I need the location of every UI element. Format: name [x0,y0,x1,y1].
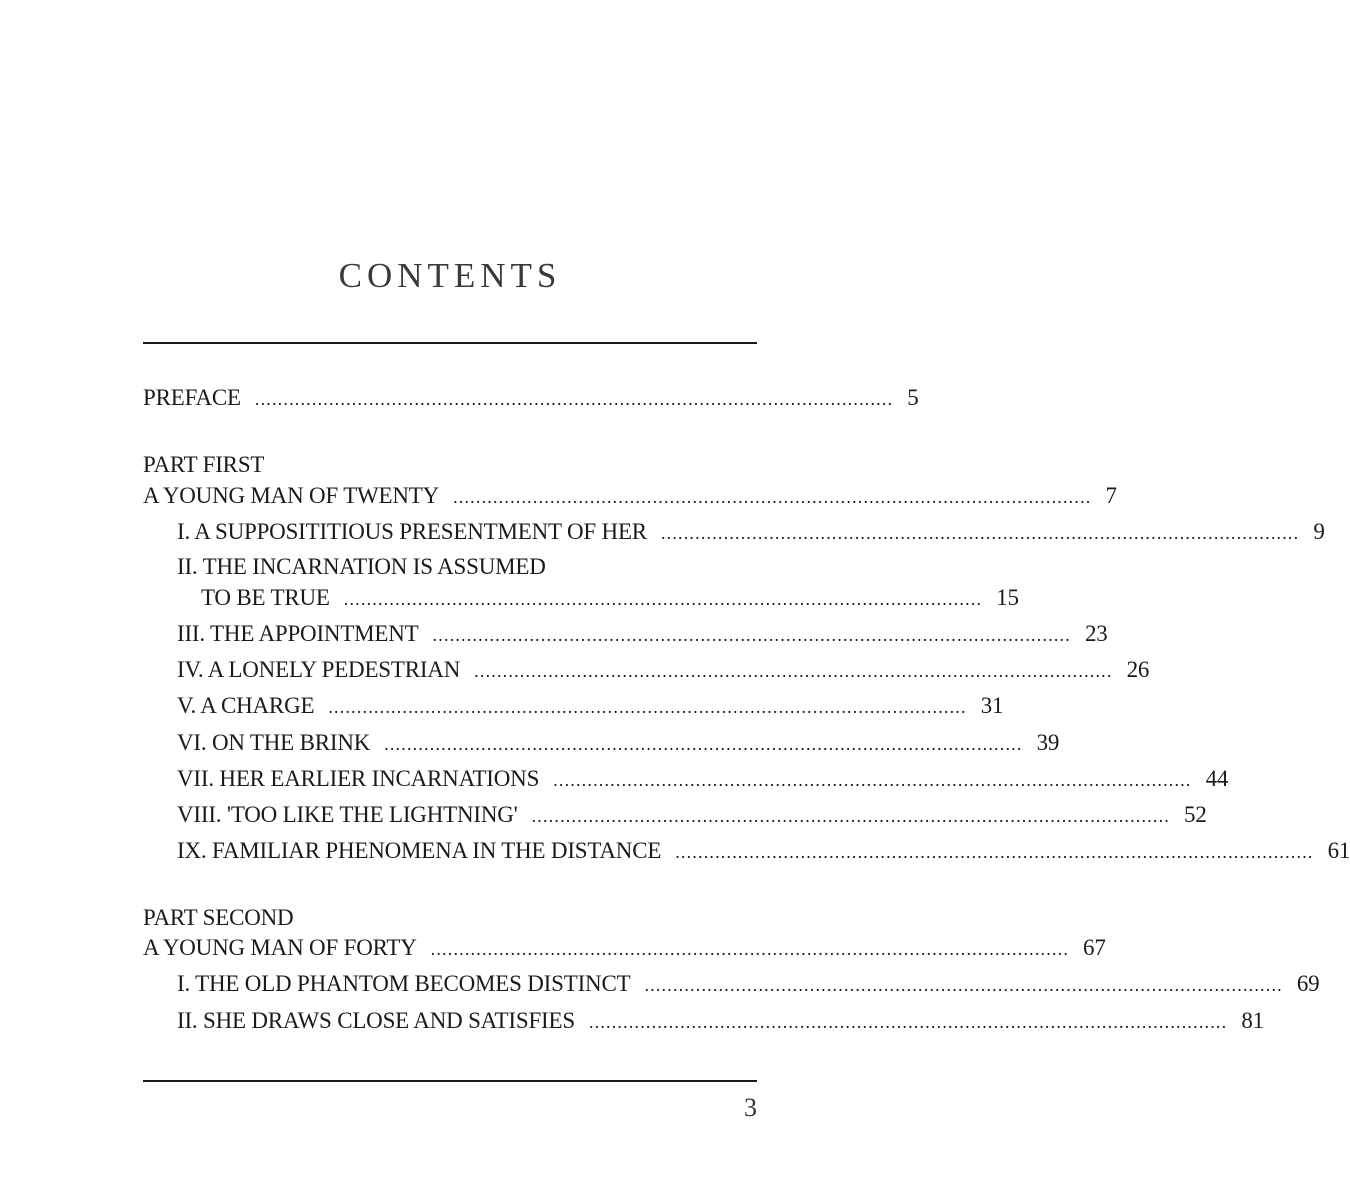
entry-page: 5 [907,385,919,410]
dot-leader: ................................................................................................................ [531,806,1171,826]
entry-label: I. THE OLD PHANTOM BECOMES DISTINCT [177,971,631,996]
dot-leader: ................................................................................................................ [675,842,1314,862]
toc-entry-chapter [143,582,1019,614]
part-heading: PART SECOND [143,905,294,930]
entry-label: IX. FAMILIAR PHENOMENA IN THE DISTANCE [177,838,662,863]
entry-page: 15 [996,585,1019,610]
entry-label: TO BE TRUE [201,585,330,610]
dot-leader: ................................................................................................................ [474,661,1113,681]
toc-entry-preface [143,382,919,414]
page-title: CONTENTS [338,256,562,295]
toc-entry-chapter [143,654,1150,686]
entry-label: PREFACE [143,385,241,410]
dot-leader: ................................................................................................................ [328,697,967,717]
dot-leader: ................................................................................................................ [384,734,1023,754]
toc-entry-chapter [143,763,1229,795]
dot-leader: ................................................................................................................ [553,770,1192,790]
entry-page: 9 [1313,519,1325,544]
entry-label: IV. A LONELY PEDESTRIAN [177,657,461,682]
toc-entry-part-title [143,932,1106,964]
entry-label: VIII. 'TOO LIKE THE LIGHTNING' [177,802,518,827]
entry-label: VII. HER EARLIER INCARNATIONS [177,766,540,791]
dot-leader: ................................................................................................................ [432,625,1071,645]
entry-page: 52 [1184,802,1207,827]
entry-page: 7 [1105,483,1117,508]
entry-label: VI. ON THE BRINK [177,730,371,755]
entry-page: 44 [1205,766,1229,791]
toc-entry-chapter [143,727,1060,759]
entry-page: 81 [1241,1008,1264,1033]
page-number: 3 [744,1093,757,1122]
toc-entry-chapter [143,799,1207,831]
entry-label: V. A CHARGE [177,693,315,718]
entry-label-line1: II. THE INCARNATION IS ASSUMED [177,554,546,579]
entry-label: II. SHE DRAWS CLOSE AND SATISFIES [177,1008,575,1033]
dot-leader: ................................................................................................................ [660,523,1300,543]
entry-page: 67 [1083,935,1106,960]
entry-label: A YOUNG MAN OF TWENTY [143,483,440,508]
dot-leader: ................................................................................................................ [430,939,1070,959]
entry-label: A YOUNG MAN OF FORTY [143,935,417,960]
toc-entry-chapter [143,690,1004,722]
entry-page: 23 [1084,621,1108,646]
dot-leader: ................................................................................................................ [644,975,1283,995]
dot-leader: ................................................................................................................ [343,589,983,609]
entry-page: 69 [1296,971,1320,996]
entry-page: 61 [1327,838,1350,863]
toc-entry-chapter [143,835,1350,867]
part-heading: PART FIRST [143,452,265,477]
bottom-rule [143,1080,757,1082]
toc-entry-chapter [143,618,1108,650]
toc-entry-chapter [143,1005,1264,1037]
toc [143,0,1350,1200]
toc-entry-chapter [143,968,1320,1000]
dot-leader: ................................................................................................................ [588,1012,1228,1032]
toc-entry-chapter [143,516,1325,548]
entry-label: I. A SUPPOSITITIOUS PRESENTMENT OF HER [177,519,647,544]
dot-leader: ................................................................................................................ [453,487,1092,507]
entry-label: III. THE APPOINTMENT [177,621,419,646]
entry-page: 39 [1036,730,1060,755]
entry-page: 31 [980,693,1004,718]
dot-leader: ................................................................................................................ [254,389,894,409]
toc-entry-part-title [143,480,1117,512]
entry-page: 26 [1126,657,1150,682]
